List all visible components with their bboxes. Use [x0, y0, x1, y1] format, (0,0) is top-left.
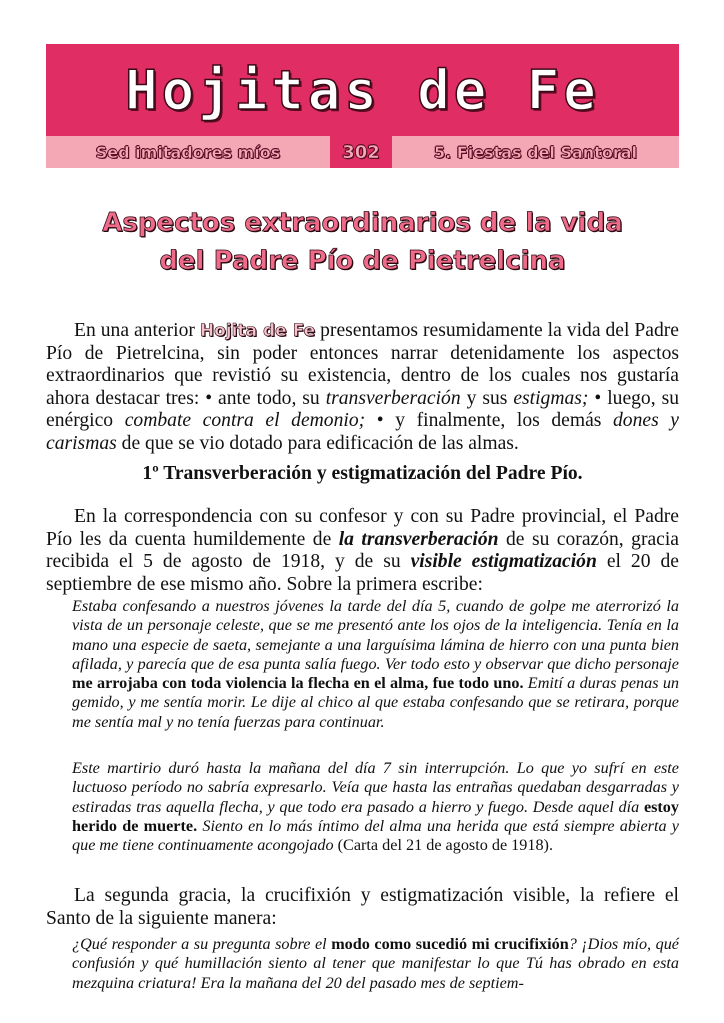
quote-block [72, 759, 679, 855]
brand-name-inline: Hojita de Fe [199, 321, 316, 341]
intro-emphasis: estigmas; [513, 387, 589, 409]
intro-text: • luego, su enérgico [46, 387, 679, 432]
quote-emphasis: modo como sucedió mi crucifixión [331, 935, 569, 953]
intro-emphasis: combate contra el demonio; [124, 410, 366, 432]
quote-text: Siento en lo más íntimo del alma una herida que está siempre abierta y que me tiene continuamente acongojado [72, 816, 679, 855]
body-text: de su corazón, gracia recibida el 5 de agosto de 1918, y de su [46, 528, 680, 573]
masthead-motto: Sed imitadores míos [95, 142, 281, 162]
quote-emphasis: estoy herido de muerte. [72, 797, 679, 835]
intro-emphasis: transverberación [325, 387, 461, 409]
headline-line-1: Aspectos extraordinarios de la vida [102, 208, 623, 238]
intro-text: • y finalmente, los demás [365, 410, 613, 432]
intro-emphasis: dones y carismas [46, 410, 680, 454]
masthead-title: Hojitas de Fe [125, 58, 600, 122]
body-paragraph: La segunda gracia, la crucifixión y estigmatización visible, la refiere el Santo de la siguiente manera: [46, 885, 679, 929]
intro-text: presentamos resumidamente la vida del Padre Pío de Pietrelcina, sin poder entonces narrar detenidamente los aspectos extraordinarios que revistió su existencia, dentro de los cuales nos gustaría ahora destacar tres: • ante todo, su [46, 320, 679, 409]
intro-paragraph [46, 320, 679, 456]
headline-line-2: del Padre Pío de Pietrelcina [159, 246, 566, 276]
issue-number: 302 [330, 136, 392, 168]
intro-text: y sus [460, 387, 514, 409]
quote-block [72, 597, 679, 732]
quote-text: ¿Qué responder a su pregunta sobre el [72, 935, 332, 953]
body-emphasis: visible estigmatización [410, 551, 597, 573]
intro-text: de que se vio dotado para edificación de las almas. [116, 432, 519, 454]
quote-text: Emití a duras penas un gemido, y me sentía morir. Le dije al chico al que estaba confesando que se retirara, porque me sentía mal y no tenía fuerzas para continuar. [72, 674, 680, 731]
series-label: 5. Fiestas del Santoral [434, 142, 637, 162]
intro-text: En una anterior [74, 320, 200, 341]
article-headline [46, 204, 679, 280]
quote-text: Estaba confesando a nuestros jóvenes la tarde del día 5, cuando de golpe me aterrorizó la vista de un personaje celeste, que se me presentó ante los ojos de la inteligencia. Tenía en la mano una especie de saeta, semejante a una larguísima lámina de hierro con una punta bien afilada, y parecía que de esa punta salía fuego. Ver todo esto y observar que dicho personaje [72, 597, 679, 673]
masthead [46, 44, 679, 168]
section-heading: 1º Transverberación y estigmatización del Padre Pío. [142, 463, 583, 484]
quote-text: ? ¡Dios mío, qué confusión y qué humillación siento al tener que manifestar lo que Tú has obrado en esta mezquina criatura! Era la mañana del 20 del pasado mes de septiem- [72, 935, 679, 992]
quote-emphasis: me arrojaba con toda violencia la flecha en el alma, fue todo uno. [72, 674, 524, 693]
quote-text: Este martirio duró hasta la mañana del día 7 sin interrupción. Lo que yo sufrí en este luctuoso período no sabría expresarlo. Veía que hasta las entrañas quedaban desgarradas y estiradas tras aquella flecha, y que todo era pasado a hierro y fuego. Desde aquel día [72, 759, 679, 816]
body-text: En la correspondencia con su confesor y con su Padre provincial, el Padre Pío les da cuenta humildemente de [46, 506, 679, 550]
quote-block [72, 935, 679, 993]
masthead-title-box [46, 44, 679, 136]
quote-citation: (Carta del 21 de agosto de 1918). [333, 836, 553, 855]
body-emphasis: la transverberación [338, 528, 499, 550]
body-text: el 20 de septiembre de ese mismo año. Sobre la primera escribe: [46, 551, 679, 595]
masthead-subbar [46, 136, 679, 168]
body-paragraph [46, 506, 679, 596]
